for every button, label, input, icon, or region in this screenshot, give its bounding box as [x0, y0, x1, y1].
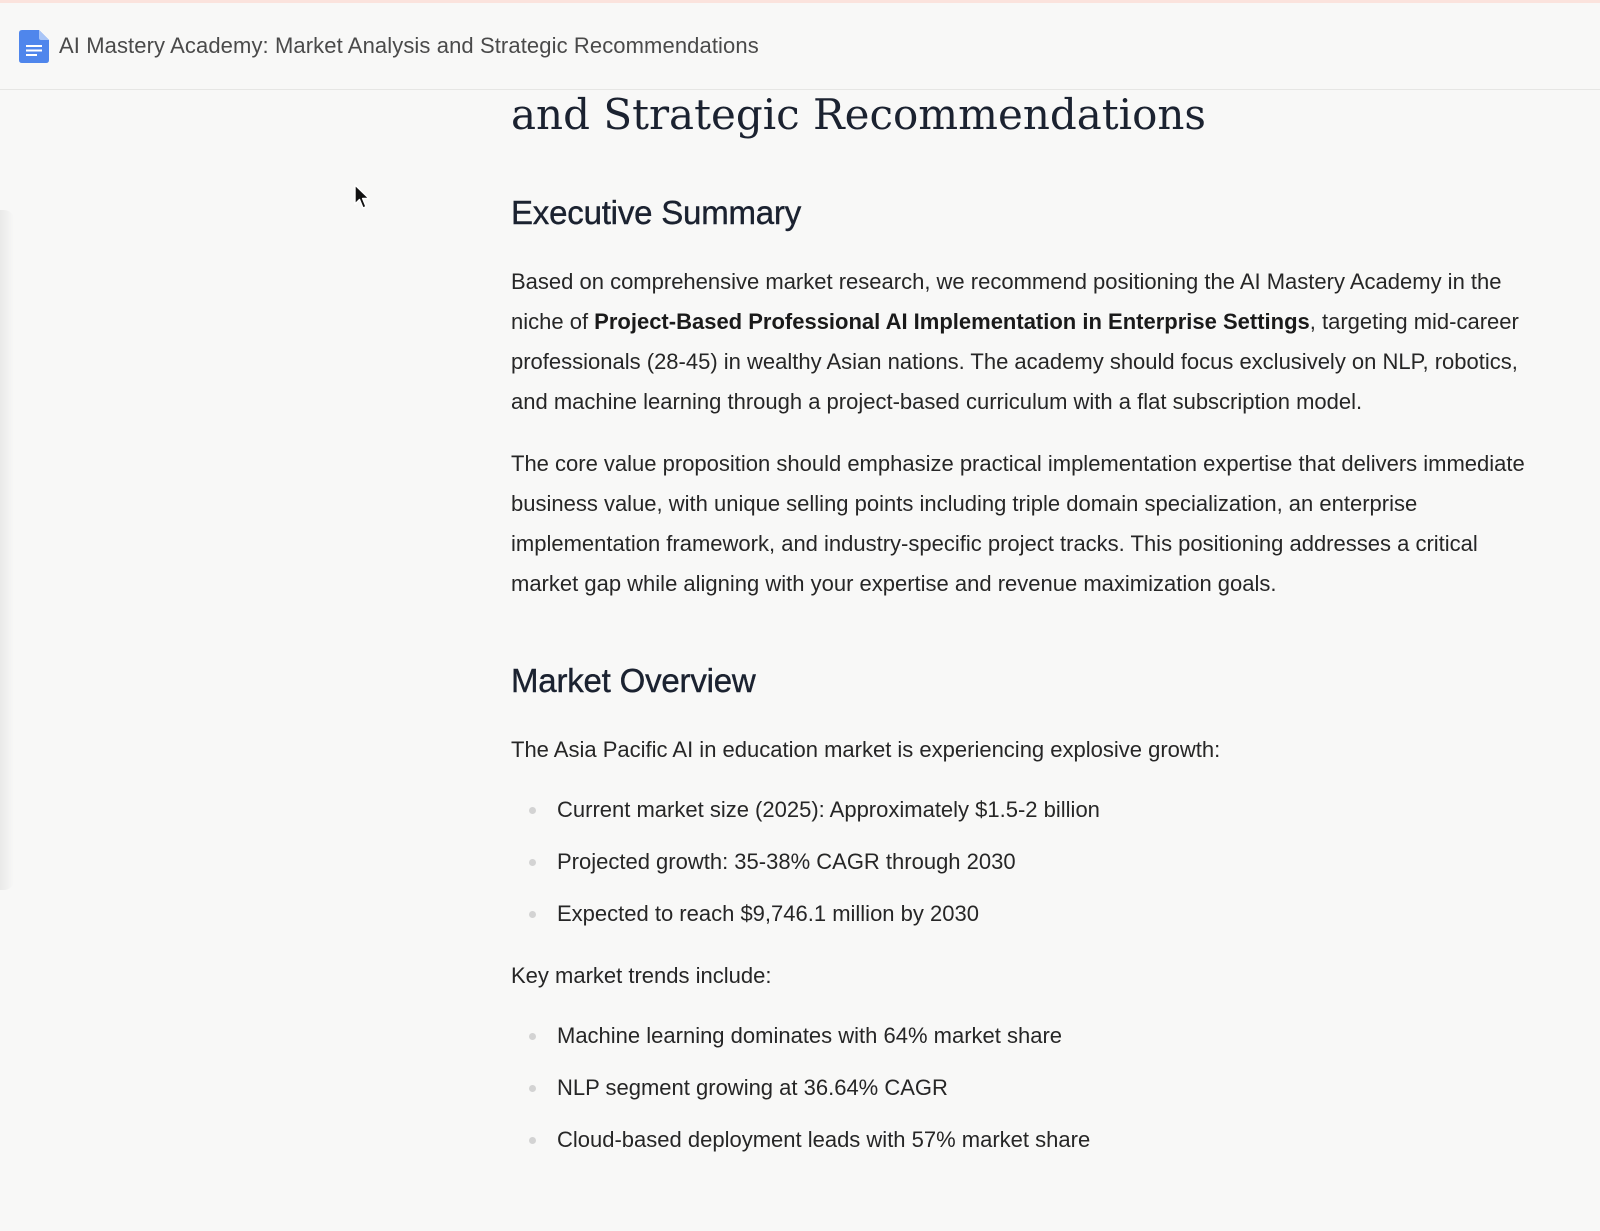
- market-growth-list: [511, 784, 1551, 940]
- paragraph-text: Based on comprehensive market research, we recommend positioning the AI Mastery Academy in the niche of: [511, 269, 1502, 334]
- section-heading-market-overview: Market Overview: [511, 662, 756, 699]
- document-title: and Strategic Recommendations: [511, 90, 1206, 139]
- list-item: Cloud-based deployment leads with 57% market share: [511, 1114, 1551, 1166]
- list-item: Expected to reach $9,746.1 million by 2030: [511, 888, 1551, 940]
- paragraph-text: , targeting mid-career professionals (28-45) in wealthy Asian nations. The academy should focus exclusively on NLP, robotics, and machine learning through a project-based curriculum with a flat subscription model.: [511, 309, 1519, 414]
- document-body: [511, 40, 1551, 1166]
- market-overview-intro: The Asia Pacific AI in education market is experiencing explosive growth:: [511, 737, 1221, 762]
- niche-highlight: Project-Based Professional AI Implementation in Enterprise Settings: [594, 309, 1310, 334]
- document-header: [0, 3, 1600, 90]
- list-item: Machine learning dominates with 64% market share: [511, 1010, 1551, 1062]
- google-docs-icon[interactable]: [19, 30, 49, 63]
- list-item: Projected growth: 35-38% CAGR through 2030: [511, 836, 1551, 888]
- list-item: Current market size (2025): Approximately $1.5-2 billion: [511, 784, 1551, 836]
- document-tab-title[interactable]: AI Mastery Academy: Market Analysis and Strategic Recommendations: [59, 33, 759, 58]
- side-panel-shadow: [0, 210, 14, 890]
- list-item: NLP segment growing at 36.64% CAGR: [511, 1062, 1551, 1114]
- section-heading-executive-summary: Executive Summary: [511, 194, 802, 231]
- key-trends-intro: Key market trends include:: [511, 963, 772, 988]
- executive-summary-paragraph-1: [511, 262, 1551, 422]
- mouse-pointer-icon: [354, 184, 372, 210]
- key-trends-list: [511, 1010, 1551, 1166]
- executive-summary-paragraph-2: The core value proposition should emphasize practical implementation expertise that delivers immediate business value, with unique selling points including triple domain specialization, an enterprise implementation framework, and industry-specific project tracks. This positioning addresses a critical market gap while aligning with your expertise and revenue maximization goals.: [511, 451, 1525, 596]
